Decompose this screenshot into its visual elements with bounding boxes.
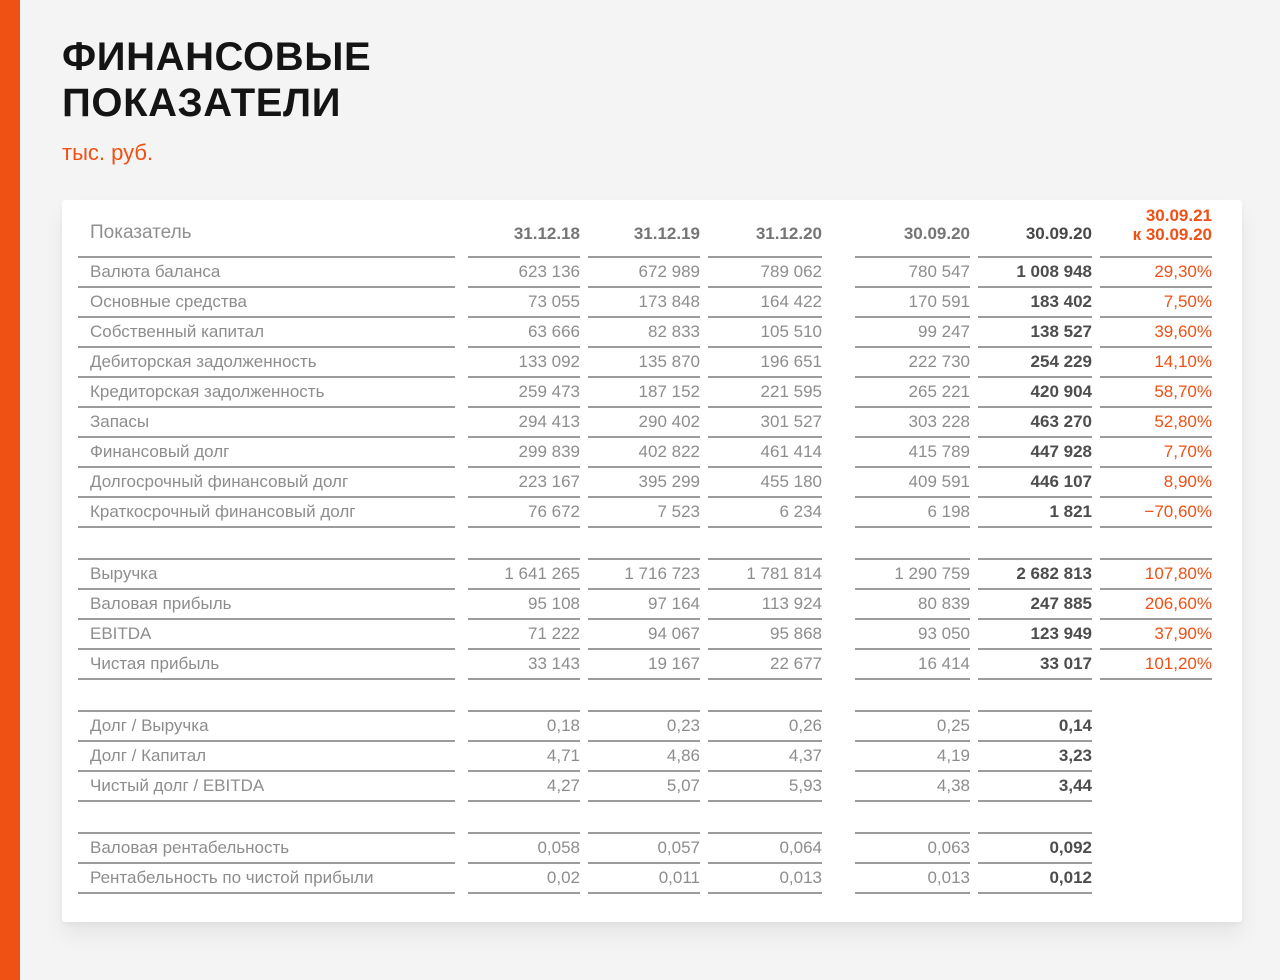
cell-value: 221 595 (708, 376, 822, 406)
column-header-change-line-1: 30.09.21 (1145, 206, 1212, 225)
accent-bar (0, 0, 20, 980)
cell-value: 22 677 (708, 648, 822, 680)
cell-value: 183 402 (978, 286, 1092, 316)
page-title-line-2: ПОКАЗАТЕЛИ (62, 81, 342, 125)
cell-indicator: EBITDA (78, 618, 455, 648)
cell-value: 461 414 (708, 436, 822, 466)
table-row (78, 588, 1212, 618)
cell-value: 196 651 (708, 346, 822, 376)
cell-value: 447 928 (978, 436, 1092, 466)
cell-value: 99 247 (855, 316, 970, 346)
cell-value: 303 228 (855, 406, 970, 436)
cell-value: 93 050 (855, 618, 970, 648)
cell-change: 7,50% (1100, 286, 1212, 316)
cell-indicator: Валюта баланса (78, 256, 455, 286)
cell-value: 294 413 (468, 406, 580, 436)
cell-change (1100, 710, 1212, 740)
cell-value: 6 198 (855, 496, 970, 528)
cell-value: 301 527 (708, 406, 822, 436)
cell-indicator: Запасы (78, 406, 455, 436)
cell-value: 19 167 (588, 648, 700, 680)
cell-value: 4,37 (708, 740, 822, 770)
cell-value: 138 527 (978, 316, 1092, 346)
cell-value: 415 789 (855, 436, 970, 466)
cell-value: 259 473 (468, 376, 580, 406)
cell-indicator: Кредиторская задолженность (78, 376, 455, 406)
cell-value: 4,38 (855, 770, 970, 802)
cell-value: 82 833 (588, 316, 700, 346)
cell-value: 0,02 (468, 862, 580, 894)
cell-value: 0,011 (588, 862, 700, 894)
column-header-date-4: 30.09.20 (903, 224, 970, 243)
cell-value: 7 523 (588, 496, 700, 528)
cell-value: 1 716 723 (588, 558, 700, 588)
table-row (78, 376, 1212, 406)
cell-value: 4,71 (468, 740, 580, 770)
cell-change: 206,60% (1100, 588, 1212, 618)
table-body (78, 256, 1212, 894)
cell-value: 164 422 (708, 286, 822, 316)
cell-value: 16 414 (855, 648, 970, 680)
cell-change (1100, 770, 1212, 802)
cell-value: 299 839 (468, 436, 580, 466)
table-row (78, 436, 1212, 466)
cell-value: 123 949 (978, 618, 1092, 648)
cell-value: 63 666 (468, 316, 580, 346)
table-row (78, 256, 1212, 286)
table-row (78, 710, 1212, 740)
cell-value: 5,93 (708, 770, 822, 802)
cell-value: 4,19 (855, 740, 970, 770)
cell-change: 14,10% (1100, 346, 1212, 376)
cell-change: 7,70% (1100, 436, 1212, 466)
cell-value: 94 067 (588, 618, 700, 648)
cell-indicator: Валовая прибыль (78, 588, 455, 618)
cell-value: 420 904 (978, 376, 1092, 406)
cell-indicator: Выручка (78, 558, 455, 588)
column-header-date-1: 31.12.18 (513, 224, 580, 243)
cell-value: 455 180 (708, 466, 822, 496)
cell-value: 0,058 (468, 832, 580, 862)
column-header-date-2: 31.12.19 (633, 224, 700, 243)
cell-change: 101,20% (1100, 648, 1212, 680)
cell-value: 1 008 948 (978, 256, 1092, 286)
cell-value: 0,064 (708, 832, 822, 862)
cell-value: 1 641 265 (468, 558, 580, 588)
cell-value: 463 270 (978, 406, 1092, 436)
cell-indicator: Краткосрочный финансовый долг (78, 496, 455, 528)
table-row (78, 406, 1212, 436)
cell-value: 0,23 (588, 710, 700, 740)
table-row (78, 286, 1212, 316)
cell-indicator: Долг / Выручка (78, 710, 455, 740)
cell-value: 33 017 (978, 648, 1092, 680)
table-row (78, 496, 1212, 528)
group-spacer (78, 528, 1212, 558)
table-row (78, 862, 1212, 894)
cell-value: 1 781 814 (708, 558, 822, 588)
cell-value: 0,092 (978, 832, 1092, 862)
financial-table-card (62, 200, 1242, 922)
cell-change: 37,90% (1100, 618, 1212, 648)
table-header-row (78, 200, 1212, 256)
cell-value: 0,25 (855, 710, 970, 740)
cell-value: 222 730 (855, 346, 970, 376)
cell-value: 73 055 (468, 286, 580, 316)
cell-value: 105 510 (708, 316, 822, 346)
cell-change: 29,30% (1100, 256, 1212, 286)
table-row (78, 558, 1212, 588)
table-row (78, 770, 1212, 802)
cell-value: 0,057 (588, 832, 700, 862)
cell-value: 76 672 (468, 496, 580, 528)
cell-value: 3,44 (978, 770, 1092, 802)
cell-change (1100, 832, 1212, 862)
cell-value: 5,07 (588, 770, 700, 802)
cell-value: 446 107 (978, 466, 1092, 496)
cell-indicator: Долгосрочный финансовый долг (78, 466, 455, 496)
cell-indicator: Рентабельность по чистой прибыли (78, 862, 455, 894)
cell-change: 8,90% (1100, 466, 1212, 496)
cell-change: −70,60% (1100, 496, 1212, 528)
page-title-line-1: ФИНАНСОВЫЕ (62, 35, 372, 79)
cell-value: 95 868 (708, 618, 822, 648)
cell-change: 58,70% (1100, 376, 1212, 406)
table-row (78, 346, 1212, 376)
cell-indicator: Финансовый долг (78, 436, 455, 466)
page-title (62, 34, 1280, 126)
column-header-change (1100, 206, 1212, 244)
cell-indicator: Чистая прибыль (78, 648, 455, 680)
cell-value: 0,26 (708, 710, 822, 740)
cell-value: 0,013 (855, 862, 970, 894)
cell-value: 780 547 (855, 256, 970, 286)
cell-value: 0,013 (708, 862, 822, 894)
cell-value: 623 136 (468, 256, 580, 286)
cell-value: 187 152 (588, 376, 700, 406)
cell-value: 254 229 (978, 346, 1092, 376)
table-row (78, 832, 1212, 862)
cell-value: 0,18 (468, 710, 580, 740)
cell-value: 135 870 (588, 346, 700, 376)
table-row (78, 648, 1212, 680)
cell-value: 173 848 (588, 286, 700, 316)
table-row (78, 316, 1212, 346)
column-header-change-line-2: к 30.09.20 (1132, 225, 1212, 244)
cell-value: 223 167 (468, 466, 580, 496)
cell-value: 170 591 (855, 286, 970, 316)
cell-value: 0,012 (978, 862, 1092, 894)
cell-value: 95 108 (468, 588, 580, 618)
cell-value: 402 822 (588, 436, 700, 466)
cell-indicator: Основные средства (78, 286, 455, 316)
cell-value: 6 234 (708, 496, 822, 528)
cell-indicator: Долг / Капитал (78, 740, 455, 770)
cell-value: 133 092 (468, 346, 580, 376)
cell-indicator: Чистый долг / EBITDA (78, 770, 455, 802)
cell-value: 4,27 (468, 770, 580, 802)
cell-value: 672 989 (588, 256, 700, 286)
cell-value: 3,23 (978, 740, 1092, 770)
cell-value: 265 221 (855, 376, 970, 406)
cell-value: 80 839 (855, 588, 970, 618)
cell-value: 71 222 (468, 618, 580, 648)
cell-value: 395 299 (588, 466, 700, 496)
table-row (78, 466, 1212, 496)
cell-value: 290 402 (588, 406, 700, 436)
table-row (78, 740, 1212, 770)
cell-change: 52,80% (1100, 406, 1212, 436)
cell-value: 97 164 (588, 588, 700, 618)
cell-value: 247 885 (978, 588, 1092, 618)
cell-change (1100, 862, 1212, 894)
table-row (78, 618, 1212, 648)
cell-indicator: Собственный капитал (78, 316, 455, 346)
column-header-date-5: 30.09.20 (1025, 224, 1092, 243)
cell-value: 4,86 (588, 740, 700, 770)
cell-change (1100, 740, 1212, 770)
cell-value: 0,14 (978, 710, 1092, 740)
group-spacer (78, 802, 1212, 832)
units-label: тыс. руб. (62, 140, 154, 165)
cell-value: 33 143 (468, 648, 580, 680)
cell-value: 1 290 759 (855, 558, 970, 588)
cell-value: 0,063 (855, 832, 970, 862)
cell-value: 2 682 813 (978, 558, 1092, 588)
column-header-date-3: 31.12.20 (755, 224, 822, 243)
cell-indicator: Валовая рентабельность (78, 832, 455, 862)
column-header-indicator: Показатель (90, 222, 192, 243)
cell-value: 409 591 (855, 466, 970, 496)
cell-value: 789 062 (708, 256, 822, 286)
cell-change: 107,80% (1100, 558, 1212, 588)
cell-value: 113 924 (708, 588, 822, 618)
group-spacer (78, 680, 1212, 710)
cell-value: 1 821 (978, 496, 1092, 528)
cell-change: 39,60% (1100, 316, 1212, 346)
cell-indicator: Дебиторская задолженность (78, 346, 455, 376)
